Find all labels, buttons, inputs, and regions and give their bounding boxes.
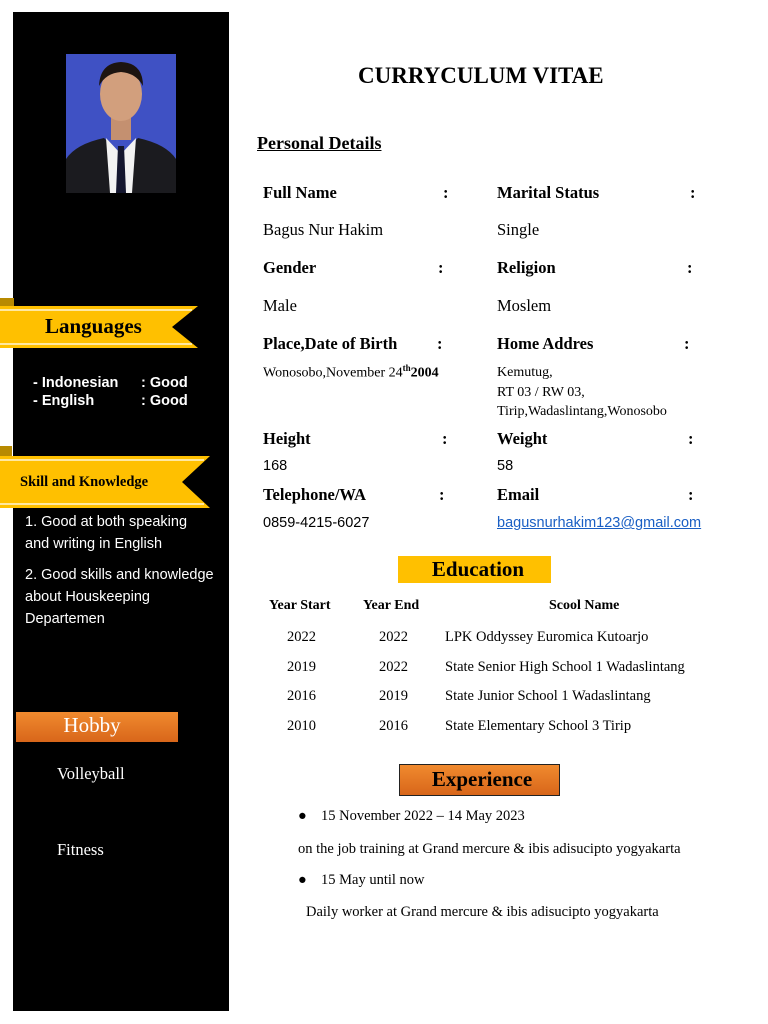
profile-photo — [66, 54, 176, 193]
phone-value: 0859-4215-6027 — [263, 515, 370, 531]
table-row: 2010 2016 State Elementary School 3 Tirip — [287, 718, 632, 734]
birth-value: Wonosobo,November 24th2004 — [263, 363, 439, 381]
full-name-value: Bagus Nur Hakim — [263, 220, 384, 239]
col-year-end: Year End — [363, 598, 420, 613]
religion-label: Religion — [497, 258, 556, 277]
colon: : — [437, 334, 443, 353]
list-item: 1. Good at both speaking and writing in English — [25, 514, 188, 552]
email-label: Email — [497, 485, 540, 504]
colon: : — [688, 485, 694, 504]
marital-label: Marital Status — [497, 183, 600, 202]
experience-item-1-period: 15 November 2022 – 14 May 2023 — [321, 808, 525, 824]
bullet-icon: ● — [298, 872, 307, 888]
colon: : — [439, 485, 445, 504]
colon: : — [443, 183, 449, 202]
colon: : — [442, 429, 448, 448]
height-label: Height — [263, 429, 311, 448]
experience-item-2-desc: Daily worker at Grand mercure & ibis adisucipto yogyakarta — [306, 904, 659, 920]
religion-value: Moslem — [497, 296, 552, 315]
languages-heading: Languages — [45, 314, 142, 338]
table-row: 2019 2022 State Senior High School 1 Wadaslintang — [287, 659, 685, 675]
address-value: Kemutug, RT 03 / RW 03, Tirip,Wadaslintang,Wonosobo — [497, 365, 667, 419]
address-label: Home Addres — [497, 334, 594, 353]
email-link[interactable]: bagusnurhakim123@gmail.com — [497, 515, 702, 531]
hobby-heading: Hobby — [63, 713, 121, 737]
languages-list — [33, 374, 188, 410]
list-item: - English : Good — [33, 393, 188, 409]
colon: : — [438, 258, 444, 277]
hobby-fitness: Fitness — [57, 840, 104, 859]
personal-heading: Personal Details — [257, 133, 382, 153]
birth-label: Place,Date of Birth — [263, 334, 398, 353]
colon: : — [687, 258, 693, 277]
height-value: 168 — [263, 458, 288, 474]
page-title: CURRYCULUM VITAE — [358, 63, 604, 88]
full-name-label: Full Name — [263, 183, 337, 202]
skills-list — [25, 511, 215, 630]
colon: : — [688, 429, 694, 448]
hobby-volleyball: Volleyball — [57, 764, 125, 783]
gender-label: Gender — [263, 258, 317, 277]
gender-value: Male — [263, 296, 297, 315]
col-school: Scool Name — [549, 598, 620, 613]
weight-value: 58 — [497, 458, 514, 474]
list-item: 2. Good skills and knowledge about Houskeeping Departemen — [25, 567, 214, 627]
bullet-icon: ● — [298, 808, 307, 824]
experience-item-1-desc: on the job training at Grand mercure & ibis adisucipto yogyakarta — [298, 841, 681, 857]
table-row: 2022 2022 LPK Oddyssey Euromica Kutoarjo — [287, 629, 649, 645]
weight-label: Weight — [497, 429, 548, 448]
table-row: 2016 2019 State Junior School 1 Wadaslintang — [287, 688, 651, 704]
experience-heading: Experience — [431, 767, 533, 791]
education-heading: Education — [431, 557, 525, 581]
colon: : — [690, 183, 696, 202]
skill-heading: Skill and Knowledge — [20, 474, 149, 490]
colon: : — [684, 334, 690, 353]
phone-label: Telephone/WA — [263, 485, 366, 504]
list-item: - Indonesian : Good — [33, 375, 188, 391]
marital-value: Single — [497, 220, 540, 239]
experience-item-2-period: 15 May until now — [321, 872, 425, 888]
col-year-start: Year Start — [269, 598, 331, 613]
